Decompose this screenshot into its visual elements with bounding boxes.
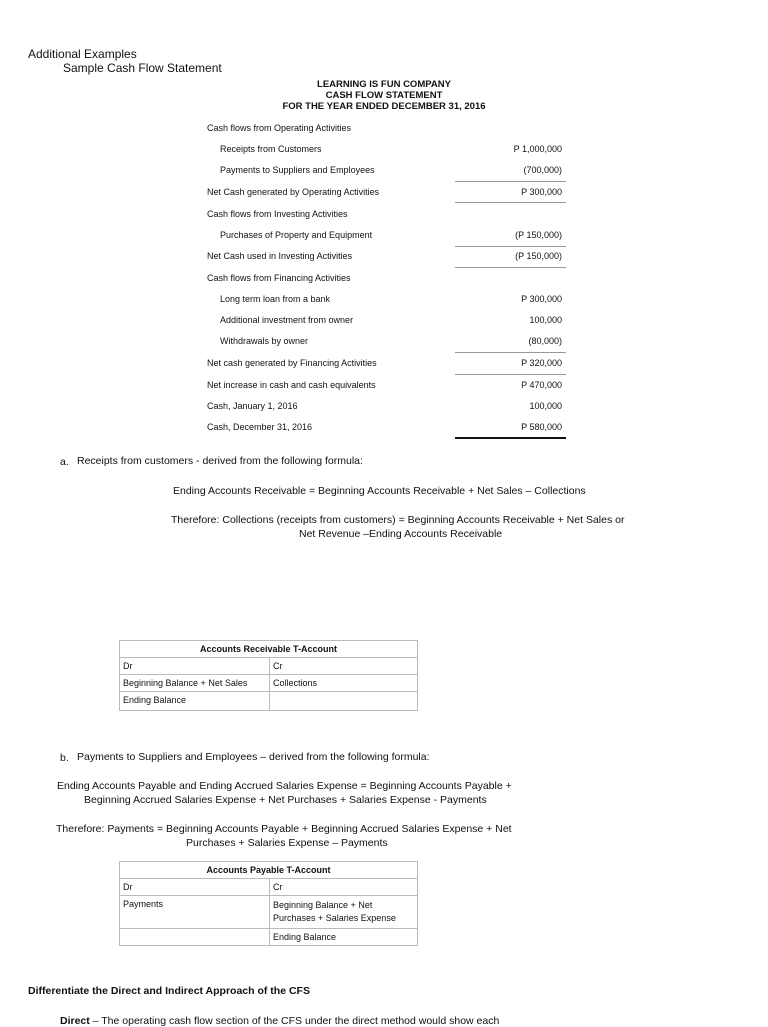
section-b-formula-line1: Ending Accounts Payable and Ending Accrued Salaries Expense = Beginning Accounts Payable +	[57, 780, 512, 792]
statement-row-label: Cash, January 1, 2016	[207, 401, 298, 411]
t-account-cell: Beginning Balance + Net Purchases + Salaries Expense	[270, 896, 418, 929]
subtotal-rule	[455, 374, 566, 375]
statement-row-label: Net Cash generated by Operating Activities	[207, 187, 380, 197]
statement-row-value: 100,000	[529, 315, 562, 325]
statement-row-value: (P 150,000)	[515, 230, 562, 240]
subtotal-rule	[455, 202, 566, 203]
statement-period: FOR THE YEAR ENDED DECEMBER 31, 2016	[282, 101, 486, 112]
direct-paragraph	[60, 1015, 499, 1027]
subtotal-rule	[455, 181, 566, 182]
statement-row-label: Purchases of Property and Equipment	[220, 230, 373, 240]
statement-row-label: Net cash generated by Financing Activities	[207, 358, 377, 368]
page-heading: Additional Examples	[28, 47, 137, 61]
statement-row-label: Payments to Suppliers and Employees	[220, 165, 375, 175]
t-account-title: Accounts Receivable T-Account	[120, 641, 418, 658]
statement-row-value: P 300,000	[521, 294, 562, 304]
t-account-cell: Ending Balance	[120, 692, 270, 711]
subtotal-rule	[455, 267, 566, 268]
list-marker-a: a.	[60, 456, 69, 468]
list-marker-b: b.	[60, 752, 69, 764]
statement-row-label: Long term loan from a bank	[220, 294, 331, 304]
page-subheading: Sample Cash Flow Statement	[63, 61, 222, 75]
statement-row-label: Net Cash used in Investing Activities	[207, 251, 353, 261]
t-account-cell: Collections	[270, 675, 418, 692]
section-b-formula-line2: Beginning Accrued Salaries Expense + Net Purchases + Salaries Expense - Payments	[84, 794, 487, 806]
t-account-cr-header: Cr	[270, 879, 418, 896]
subtotal-rule	[455, 352, 566, 353]
direct-text: – The operating cash flow section of the CFS under the direct method would show each	[89, 1015, 500, 1027]
t-account-dr-header: Dr	[120, 658, 270, 675]
section-a-therefore-line1: Therefore: Collections (receipts from customers) = Beginning Accounts Receivable + Net Sales or	[171, 514, 625, 526]
statement-row-label: Cash flows from Investing Activities	[207, 209, 348, 219]
statement-row-label: Receipts from Customers	[220, 144, 322, 154]
t-account-cr-header: Cr	[270, 658, 418, 675]
company-name: LEARNING IS FUN COMPANY	[317, 79, 451, 90]
statement-row-label: Cash flows from Operating Activities	[207, 123, 352, 133]
statement-row-label: Withdrawals by owner	[220, 336, 309, 346]
t-account-cell: Payments	[120, 896, 270, 929]
statement-row-label: Cash, December 31, 2016	[207, 422, 313, 432]
section-b-therefore-line2: Purchases + Salaries Expense – Payments	[186, 837, 388, 849]
statement-row-value: (P 150,000)	[515, 251, 562, 261]
accounts-payable-t-account	[119, 861, 418, 946]
t-account-cell: Ending Balance	[270, 929, 418, 946]
statement-row-value: P 320,000	[521, 358, 562, 368]
t-account-cell	[120, 929, 270, 946]
statement-row-value: P 1,000,000	[513, 144, 562, 154]
section-b-intro: Payments to Suppliers and Employees – derived from the following formula:	[77, 751, 430, 763]
section-a-intro: Receipts from customers - derived from the following formula:	[77, 455, 363, 467]
statement-row-value: P 300,000	[521, 187, 562, 197]
statement-name: CASH FLOW STATEMENT	[325, 90, 443, 101]
statement-row-value: P 470,000	[521, 380, 562, 390]
statement-row-label: Net increase in cash and cash equivalents	[207, 380, 376, 390]
subtotal-rule	[455, 246, 566, 247]
statement-row-label: Cash flows from Financing Activities	[207, 273, 351, 283]
section-b-therefore-line1: Therefore: Payments = Beginning Accounts Payable + Beginning Accrued Salaries Expense + Net	[56, 823, 512, 835]
statement-row-value: P 580,000	[521, 422, 562, 432]
t-account-cell: Beginning Balance + Net Sales	[120, 675, 270, 692]
total-double-rule	[455, 437, 566, 439]
statement-row-label: Additional investment from owner	[220, 315, 354, 325]
statement-row-value: (80,000)	[528, 336, 562, 346]
direct-term: Direct	[60, 1015, 90, 1027]
statement-row-value: (700,000)	[523, 165, 562, 175]
section-a-formula: Ending Accounts Receivable = Beginning Accounts Receivable + Net Sales – Collections	[173, 485, 586, 497]
accounts-receivable-t-account	[119, 640, 418, 711]
section-heading: Differentiate the Direct and Indirect Approach of the CFS	[28, 985, 310, 997]
section-a-therefore-line2: Net Revenue –Ending Accounts Receivable	[299, 528, 503, 540]
t-account-title: Accounts Payable T-Account	[120, 862, 418, 879]
t-account-dr-header: Dr	[120, 879, 270, 896]
statement-row-value: 100,000	[529, 401, 562, 411]
t-account-cell	[270, 692, 418, 711]
